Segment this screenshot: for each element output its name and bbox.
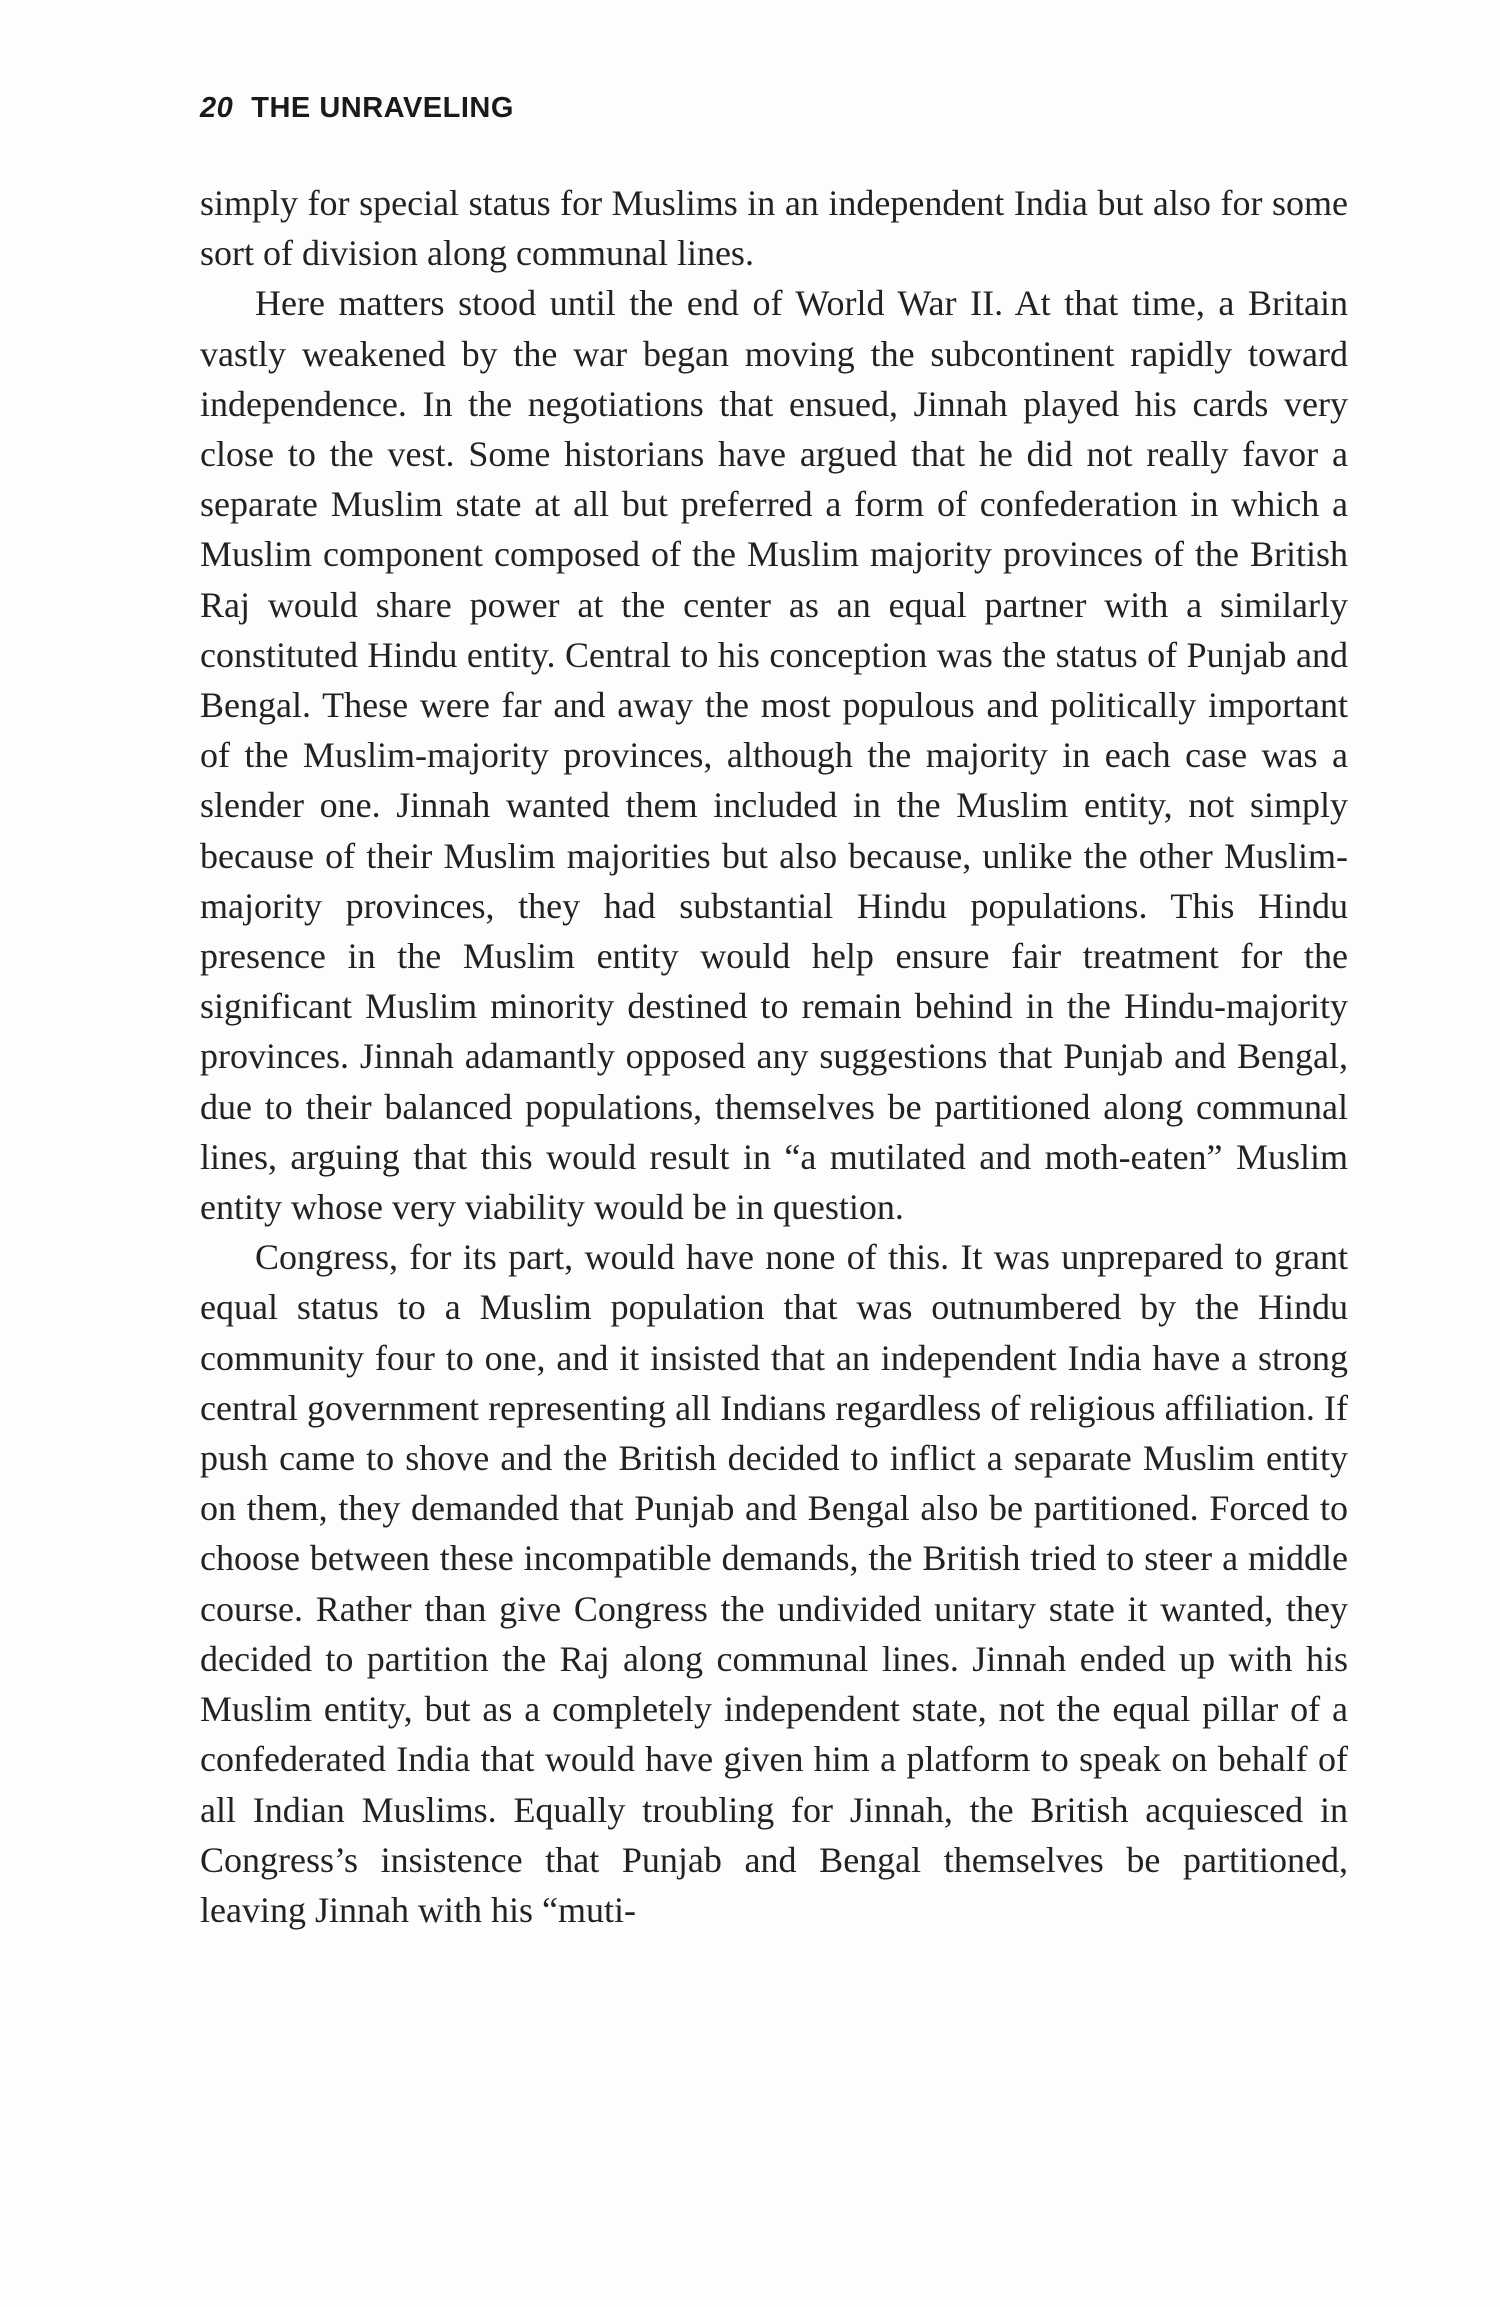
paragraph-continued: simply for special status for Muslims in an independent India but also for some sort of division along communal lines. [200,183,1348,274]
running-head [200,92,514,125]
paragraph: Congress, for its part, would have none of this. It was unprepared to grant equal status to a Muslim population that was outnumbered by the Hindu community four to one, and it insisted that an independent India have a strong central government representing all Indians regardless of religious affiliation. If push came to shove and the British decided to inflict a separate Muslim entity on them, they demanded that Punjab and Bengal also be partitioned. Forced to choose between these incompatible demands, the British tried to steer a middle course. Rather than give Congress the undivided unitary state it wanted, they decided to partition the Raj along communal lines. Jinnah ended up with his Muslim entity, but as a completely independent state, not the equal pillar of a confederated India that would have given him a platform to speak on behalf of all Indian Muslims. Equally troubling for Jinnah, the British acquiesced in Congress’s insistence that Punjab and Bengal themselves be partitioned, leaving Jinnah with his “muti- [200,1237,1348,1930]
book-title: THE UNRAVELING [251,92,514,124]
paragraph: Here matters stood until the end of World War II. At that time, a Britain vastly weakened by the war began moving the subcontinent rapidly toward independence. In the negotiations that ensued, Jinnah played his cards very close to the vest. Some historians have argued that he did not really favor a separate Muslim state at all but preferred a form of confederation in which a Muslim component composed of the Muslim majority provinces of the British Raj would share power at the center as an equal partner with a similarly constituted Hindu entity. Central to his conception was the status of Punjab and Bengal. These were far and away the most populous and politically important of the Muslim-majority provinces, although the majority in each case was a slender one. Jinnah wanted them included in the Muslim entity, not simply because of their Muslim majorities but also because, unlike the other Muslim-majority provinces, they had substantial Hindu populations. This Hindu presence in the Muslim entity would help ensure fair treatment for the significant Muslim minority destined to remain behind in the Hindu-majority provinces. Jinnah adamantly opposed any suggestions that Punjab and Bengal, due to their balanced populations, themselves be partitioned along communal lines, arguing that this would result in “a mutilated and moth-eaten” Muslim entity whose very viability would be in question. [200,283,1348,1228]
body-text [200,178,1348,1935]
page-number: 20 [200,92,234,124]
